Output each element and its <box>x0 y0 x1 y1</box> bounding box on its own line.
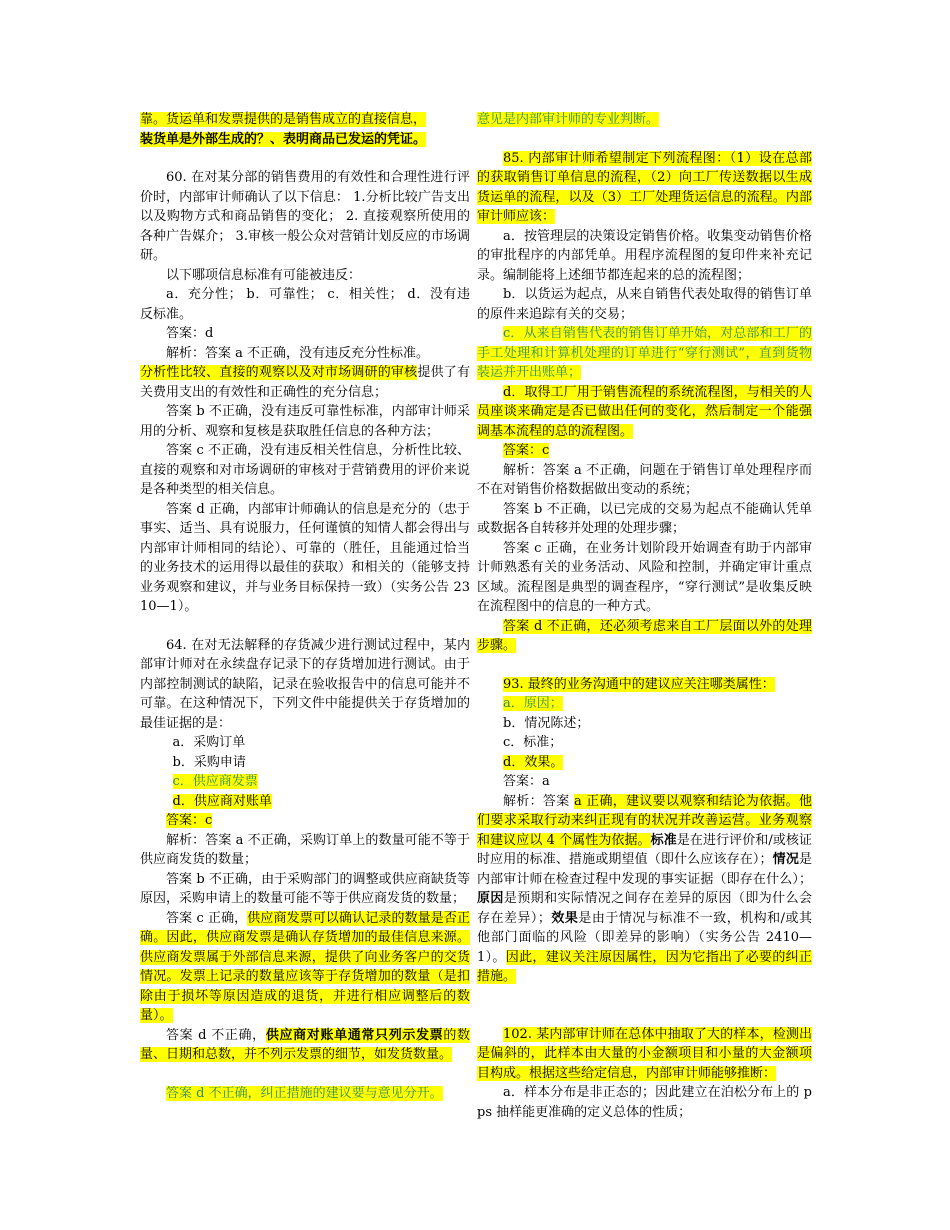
option-b: b．以货运为起点，从来自销售代表处取得的销售订单的原件来追踪有关的交易； <box>477 287 812 322</box>
highlight-text: 93. 最终的业务沟通中的建议应关注哪类属性： <box>503 676 775 692</box>
highlight-text: 答案 d 不正确，纠正措施的建议要与意见分开。 <box>166 1085 443 1101</box>
explanation-text: 是预期和实际情况之间存在差异的原因（即为什么会存在差异）； <box>477 891 812 926</box>
option-a: a．按管理层的决策设定销售价格。收集变动销售价格的审批程序的内部凭单。用程序流程图的复印件来补充记录。编制能将上述细节都连起来的总的流程图； <box>477 228 812 283</box>
highlight-text: d．效果。 <box>503 754 564 770</box>
option-b: b．采购申请 <box>172 754 246 770</box>
last-note <box>140 1084 470 1104</box>
highlight-text: 答案：c <box>166 813 213 828</box>
question-stem <box>477 675 812 695</box>
explanation-b: 答案 b 不正确，由于采购部门的调整或供应商缺货等原因，采购申请上的数量可能不等于供应商发货的数量； <box>140 871 470 906</box>
explanation-d: 答案 d 正确，内部审计师确认的信息是充分的（忠于事实、适当、具有说服力，任何谨慎的知情人都会得出与内部审计师相同的结论）、可靠的（胜任，且能通过恰当的业务技术的运用得以最佳的获取）和相关的（能够支持业务观察和建议，并与业务目标保持一致）（实务公告 2310—1）。 <box>140 501 470 614</box>
highlight-text: 102. 某内部审计师在总体中抽取了大的样本，检测出是偏斜的，此样本由大量的小金额项目和小量的大金额项目构成。根据这些给定信息，内部审计师能够推断： <box>477 1026 812 1081</box>
answer <box>477 441 812 461</box>
explanation-a-cont <box>140 363 470 402</box>
question-stem: 64. 在对无法解释的存货减少进行测试过程中，某内部审计师对在永续盘存记录下的存货增加进行测试。由于内部控制测试的缺陷，记录在验收报告中的信息可能并不可靠。在这种情况下，下列文件中能提供关于存货增加的最佳证据的是： <box>140 637 470 731</box>
highlight-text: a 正确，建议要以观察和结论为依据。他们要求采取行动来纠正现有的状况并改善运营。业务观察和建议应以 4 个属性为依据。 <box>477 793 812 848</box>
highlight-text: a．原因； <box>503 696 563 711</box>
explanation-text: 解析：答案 <box>503 793 574 809</box>
term-effect: 效果 <box>550 910 579 926</box>
option-d <box>140 792 470 812</box>
option-d <box>477 383 812 442</box>
highlight-text: 分析性比较、直接的观察以及对市场调研的审核 <box>140 365 418 380</box>
explanation-text: 是由于情况与标准不一致，机构和/或其他部门面临的风险（即差异的影响）（实务公告 2410—1）。 <box>477 910 812 965</box>
option-a: a．样本分布是非正态的；因此建立在泊松分布上的 pps 抽样能更准确的定义总体的性质； <box>477 1085 812 1120</box>
explanation-a: 解析：答案 a 不正确，没有违反充分性标准。 <box>166 345 430 361</box>
question-stem <box>477 149 812 227</box>
options-line: a．充分性； b．可靠性； c．相关性； d．没有违反标准。 <box>140 287 470 322</box>
explanation-a: 解析：答案 a 不正确，采购订单上的数量可能不等于供应商发货的数量； <box>140 832 470 867</box>
question-prompt: 以下哪项信息标准有可能被违反： <box>166 267 362 283</box>
answer <box>140 811 470 831</box>
explanation-b: 答案 b 不正确，没有违反可靠性标准，内部审计师采用的分析、观察和复核是获取胜任信息的各种方法； <box>140 404 470 439</box>
left-column <box>140 110 470 1103</box>
highlight-text: d．供应商对账单 <box>172 793 272 809</box>
highlight-bold-text: 供应商对账单通常只列示发票 <box>265 1027 444 1043</box>
option-c <box>477 324 812 383</box>
highlight-text: 因此，建议关注原因属性，因为它指出了必要的纠正措施。 <box>477 949 812 984</box>
highlight-text: 85. 内部审计师希望制定下列流程图：（1）设在总部的获取销售订单信息的流程，（2）向工厂传送数据以生成货运单的流程，以及（3）工厂处理货运信息的流程。内部审计师应该： <box>477 150 812 224</box>
explanation-c: 答案 c 不正确，没有违反相关性信息，分析性比较、直接的观察和对市场调研的审核对于营销费用的评价来说是各种类型的相关信息。 <box>140 443 470 497</box>
question-102 <box>477 1025 812 1123</box>
option-d <box>477 753 812 773</box>
explanation-d <box>477 617 812 656</box>
highlight-text: 答案 d 不正确，还必须考虑来自工厂层面以外的处理步骤。 <box>477 618 812 653</box>
left-top-text <box>140 110 470 149</box>
answer: 答案：a <box>503 774 550 789</box>
option-c <box>140 772 470 792</box>
term-condition: 情况 <box>772 852 799 867</box>
option-a <box>477 694 812 714</box>
explanation-text: 是在进行评价和/或核证时应用的标准、措施或期望值（即什么应该存在）； <box>477 832 812 867</box>
question-stem: 60. 在对某分部的销售费用的有效性和合理性进行评价时，内部审计师确认了以下信息： 1.分析比较广告支出以及购物方式和商品销售的变化； 2. 直接观察所使用的各种广告媒介； 3.审核一般公众对营销计划反应的市场调研。 <box>140 170 470 263</box>
term-criteria: 标准 <box>650 832 677 848</box>
explanation <box>477 792 812 987</box>
question-60 <box>140 168 470 617</box>
highlight-text: c．从来自销售代表的销售订单开始，对总部和工厂的手工处理和计算机处理的订单进行“穿行测试”，直到货物装运并开出账单； <box>477 326 812 380</box>
option-a: a．采购订单 <box>172 735 246 750</box>
option-c: c．标准； <box>503 735 563 750</box>
explanation-text: 答案 c 正确， <box>166 910 248 926</box>
highlight-text: 答案：c <box>503 443 550 458</box>
explanation-text: 是内部审计师在检查过程中发现的事实证据（即存在什么）； <box>477 852 812 887</box>
explanation-d <box>140 1026 470 1065</box>
highlight-text: d．取得工厂用于销售流程的系统流程图，与相关的人员座谈来确定是否已做出任何的变化，然后制定一个能强调基本流程的总的流程图。 <box>477 384 812 439</box>
question-64 <box>140 636 470 1104</box>
right-column <box>477 110 812 1122</box>
option-b: b．情况陈述； <box>503 715 590 731</box>
highlight-text: 的数量、日期和总数，并不列示发票的细节，如发货数量。 <box>140 1027 470 1062</box>
term-cause: 原因 <box>477 891 504 906</box>
explanation-text: 答案 d 不正确， <box>166 1027 266 1043</box>
highlight-text: 意见是内部审计师的专业判断。 <box>477 112 660 127</box>
right-top-text <box>477 110 812 130</box>
explanation-b: 答案 b 不正确，以已完成的交易为起点不能确认凭单或数据各自转移并处理的处理步骤； <box>477 501 812 536</box>
highlight-bold-text: 装货单是外部生成的？、表明商品已发运的凭证。 <box>140 131 427 147</box>
question-stem <box>477 1025 812 1084</box>
highlight-text: 供应商发票可以确认记录的数量是否正确。因此，供应商发票是确认存货增加的最佳信息来源。供应商发票属于外部信息来源，提供了向业务客户的交货情况。发票上记录的数量应该等于存货增加的数量（是扣除由于损坏等原因造成的退货，并进行相应调整后的数量）。 <box>140 910 470 1023</box>
highlight-text: 靠。货运单和发票提供的是销售成立的直接信息， <box>140 112 427 127</box>
explanation-c <box>140 909 470 1026</box>
highlight-text: c．供应商发票 <box>172 774 258 789</box>
explanation-a: 解析：答案 a 不正确，问题在于销售订单处理程序而不在对销售价格数据做出变动的系统； <box>477 462 812 497</box>
explanation-c: 答案 c 正确，在业务计划阶段开始调查有助于内部审计师熟悉有关的业务活动、风险和控制，并确定审计重点区域。流程图是典型的调查程序，“穿行测试”是收集反映在流程图中的信息的一种方式。 <box>477 540 812 614</box>
explanation-text: 提供了有关费用支出的有效性和正确性的充分信息； <box>140 365 470 400</box>
answer: 答案：d <box>166 326 214 341</box>
question-93 <box>477 675 812 987</box>
question-85 <box>477 149 812 656</box>
